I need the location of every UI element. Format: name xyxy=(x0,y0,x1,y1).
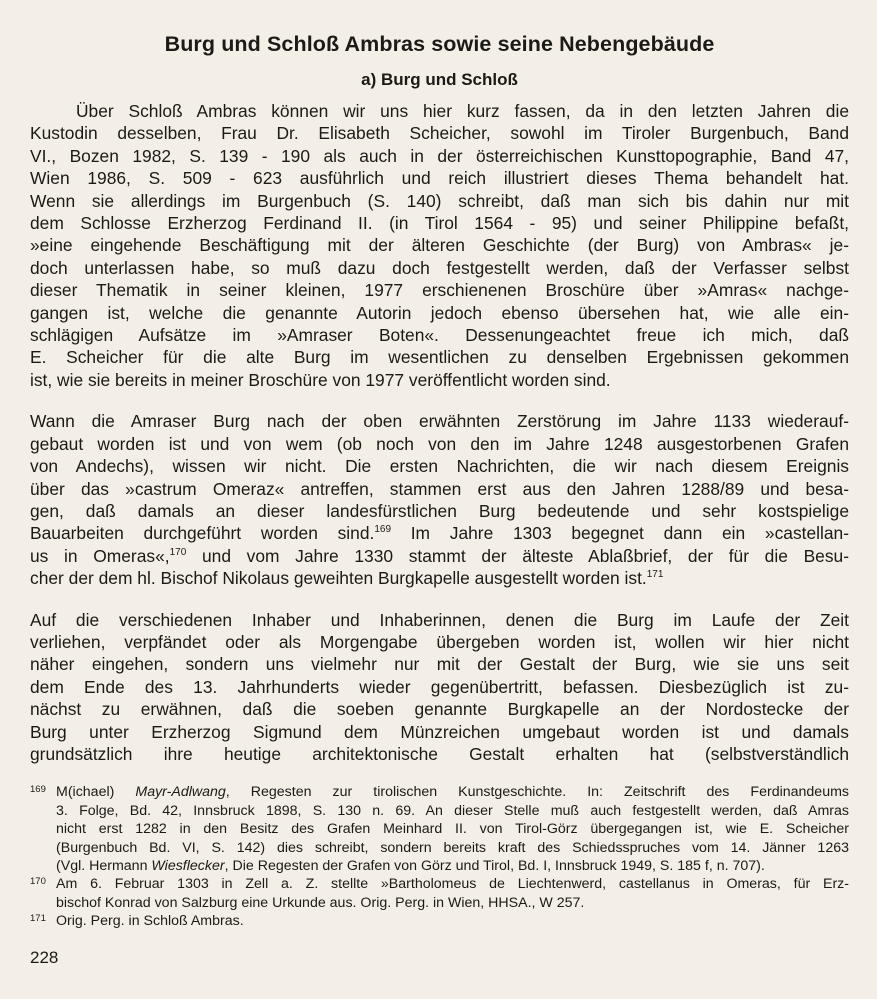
text-line: gebaut worden ist und von wem (ob noch von den im Jahre 1248 ausgestorbenen Grafen xyxy=(30,433,849,454)
text-line: »eine eingehende Beschäftigung mit der älteren Geschichte (der Burg) von Ambras« je- xyxy=(30,235,849,256)
footnote-number: 170 xyxy=(30,876,46,888)
author-name: Wiesflecker xyxy=(151,858,225,874)
text-line: Kustodin desselben, Frau Dr. Elisabeth Scheicher, sowohl im Tiroler Burgenbuch, Band xyxy=(30,123,849,144)
footnote-ref[interactable]: 169 xyxy=(374,524,392,536)
text-line: gangen ist, welche die genannte Autorin jedoch ebenso übersehen hat, wie alle ein- xyxy=(30,302,849,323)
footnote-line: Am 6. Februar 1303 in Zell a. Z. stellte »Bartholomeus de Liechtenwerd, castellanus in Omeras, für Erz- xyxy=(56,876,849,893)
footnote-line: Orig. Perg. in Schloß Ambras. xyxy=(56,913,244,930)
text-line: über das »castrum Omeraz« antreffen, stammen erst aus den Jahren 1288/89 und besa- xyxy=(30,478,849,499)
text-line: dieser Thematik in seiner kleinen, 1977 erschienenen Broschüre über »Amras« nachge- xyxy=(30,280,849,301)
text-segment: (Vgl. Hermann xyxy=(56,858,152,874)
text-line: schlägigen Aufsätze im »Amraser Boten«. Dessenungeachtet freue ich mich, daß xyxy=(30,325,849,346)
paragraph-3 xyxy=(30,609,849,766)
text-segment: , Die Regesten der Grafen von Görz und Tirol, Bd. I, Innsbruck 1949, S. 185 f, n. 707). xyxy=(224,858,765,874)
text-line xyxy=(30,522,849,544)
footnote-ref[interactable]: 170 xyxy=(169,546,187,558)
text-line: gen, daß damals an dieser landesfürstlichen Burg bedeutende und sehr kostspielige xyxy=(30,500,849,521)
paragraph-1 xyxy=(30,100,849,391)
main-text xyxy=(30,100,849,765)
text-line: dem Ende des 13. Jahrhunderts wieder gegenübertritt, befassen. Diesbezüglich ist zu- xyxy=(30,676,849,697)
text-line: VI., Bozen 1982, S. 139 - 190 als auch in der österreichischen Kunsttopographie, Band 47, xyxy=(30,145,849,166)
text-line: von Andechs), wissen wir nicht. Die ersten Nachrichten, die wir nach diesem Ereignis xyxy=(30,456,849,477)
text-line: E. Scheicher für die alte Burg im wesentlichen zu denselben Ergebnissen gekommen xyxy=(30,347,849,368)
footnote-line xyxy=(56,783,849,801)
author-name: Mayr-Adlwang xyxy=(135,784,226,801)
text-line xyxy=(30,545,849,567)
section-subtitle: a) Burg und Schloß xyxy=(361,70,518,89)
text-segment: us in Omeras«, xyxy=(30,545,170,566)
footnote-line: bischof Konrad von Salzburg eine Urkunde aus. Orig. Perg. in Wien, HHSA., W 257. xyxy=(56,894,585,911)
text-segment: Bauarbeiten durchgeführt worden sind. xyxy=(30,523,375,544)
footnote-number: 171 xyxy=(30,913,46,925)
text-segment: Im Jahre 1303 begegnet dann ein »castellan- xyxy=(391,523,849,544)
text-segment: , Regesten zur tirolischen Kunstgeschichte. In: Zeitschrift des Ferdinandeums xyxy=(225,784,849,801)
text-line: Wenn sie allerdings im Burgenbuch (S. 140) schreibt, daß man sich bis dahin nur mit xyxy=(30,190,849,211)
text-line: dem Schlosse Erzherzog Ferdinand II. (in Tirol 1564 - 95) und seiner Philippine befaßt, xyxy=(30,213,849,234)
text-line: doch unterlassen habe, so muß dazu doch festgestellt werden, daß der Verfasser selbst xyxy=(30,257,849,278)
text-line: Über Schloß Ambras können wir uns hier kurz fassen, da in den letzten Jahren die xyxy=(76,101,849,121)
footnote-ref[interactable]: 171 xyxy=(646,569,664,581)
text-segment: cher der dem hl. Bischof Nikolaus geweihten Burgkapelle ausgestellt worden ist. xyxy=(30,568,647,589)
footnote-171 xyxy=(30,912,849,930)
text-line: verliehen, verpfändet oder als Morgengabe übergeben worden ist, wollen wir hier nicht xyxy=(30,631,849,652)
text-line: Auf die verschiedenen Inhaber und Inhaberinnen, denen die Burg im Laufe der Zeit xyxy=(30,609,849,630)
footnote-line: nicht erst 1282 in den Besitz des Grafen Meinhard II. von Tirol-Görz übergegangen ist, wie E. Scheicher xyxy=(56,821,849,838)
text-line xyxy=(30,567,849,589)
text-segment: M(ichael) xyxy=(56,784,136,801)
footnote-169 xyxy=(30,783,849,875)
footnote-line: (Burgenbuch Bd. VI, S. 142) dies schreibt, sondern bereits kraft des Schiedsspruches vom 14. Jänner 1263 xyxy=(56,839,849,856)
footnote-line: 3. Folge, Bd. 42, Innsbruck 1898, S. 130 n. 69. An dieser Stelle muß auch festgestellt werden, daß Amras xyxy=(56,802,849,819)
text-line: Burg unter Erzherzog Sigmund dem Münzreichen umgebaut worden ist und damals xyxy=(30,721,849,742)
footnote-170 xyxy=(30,875,849,912)
text-line: näher eingehen, sondern uns vielmehr nur mit der Gestalt der Burg, wie sie uns seit xyxy=(30,654,849,675)
text-line: ist, wie sie bereits in meiner Broschüre von 1977 veröffentlicht worden sind. xyxy=(30,369,611,390)
footnote-line xyxy=(56,857,849,875)
text-line: grundsätzlich ihre heutige architektonische Gestalt erhalten hat (selbstverständlich xyxy=(30,743,849,764)
text-line: nächst zu erwähnen, daß die soeben genannte Burgkapelle an der Nordostecke der xyxy=(30,699,849,720)
page-number: 228 xyxy=(30,948,59,967)
text-segment: und vom Jahre 1330 stammt der älteste Ablaßbrief, der für die Besu- xyxy=(186,545,849,566)
text-line: Wann die Amraser Burg nach der oben erwähnten Zerstörung im Jahre 1133 wiederauf- xyxy=(30,411,849,432)
footnotes xyxy=(30,783,849,930)
paragraph-2 xyxy=(30,410,849,589)
page-title: Burg und Schloß Ambras sowie seine Nebengebäude xyxy=(164,32,715,56)
text-line: Wien 1986, S. 509 - 623 ausführlich und reich illustriert dieses Thema behandelt hat. xyxy=(30,168,849,189)
footnote-number: 169 xyxy=(30,784,46,796)
